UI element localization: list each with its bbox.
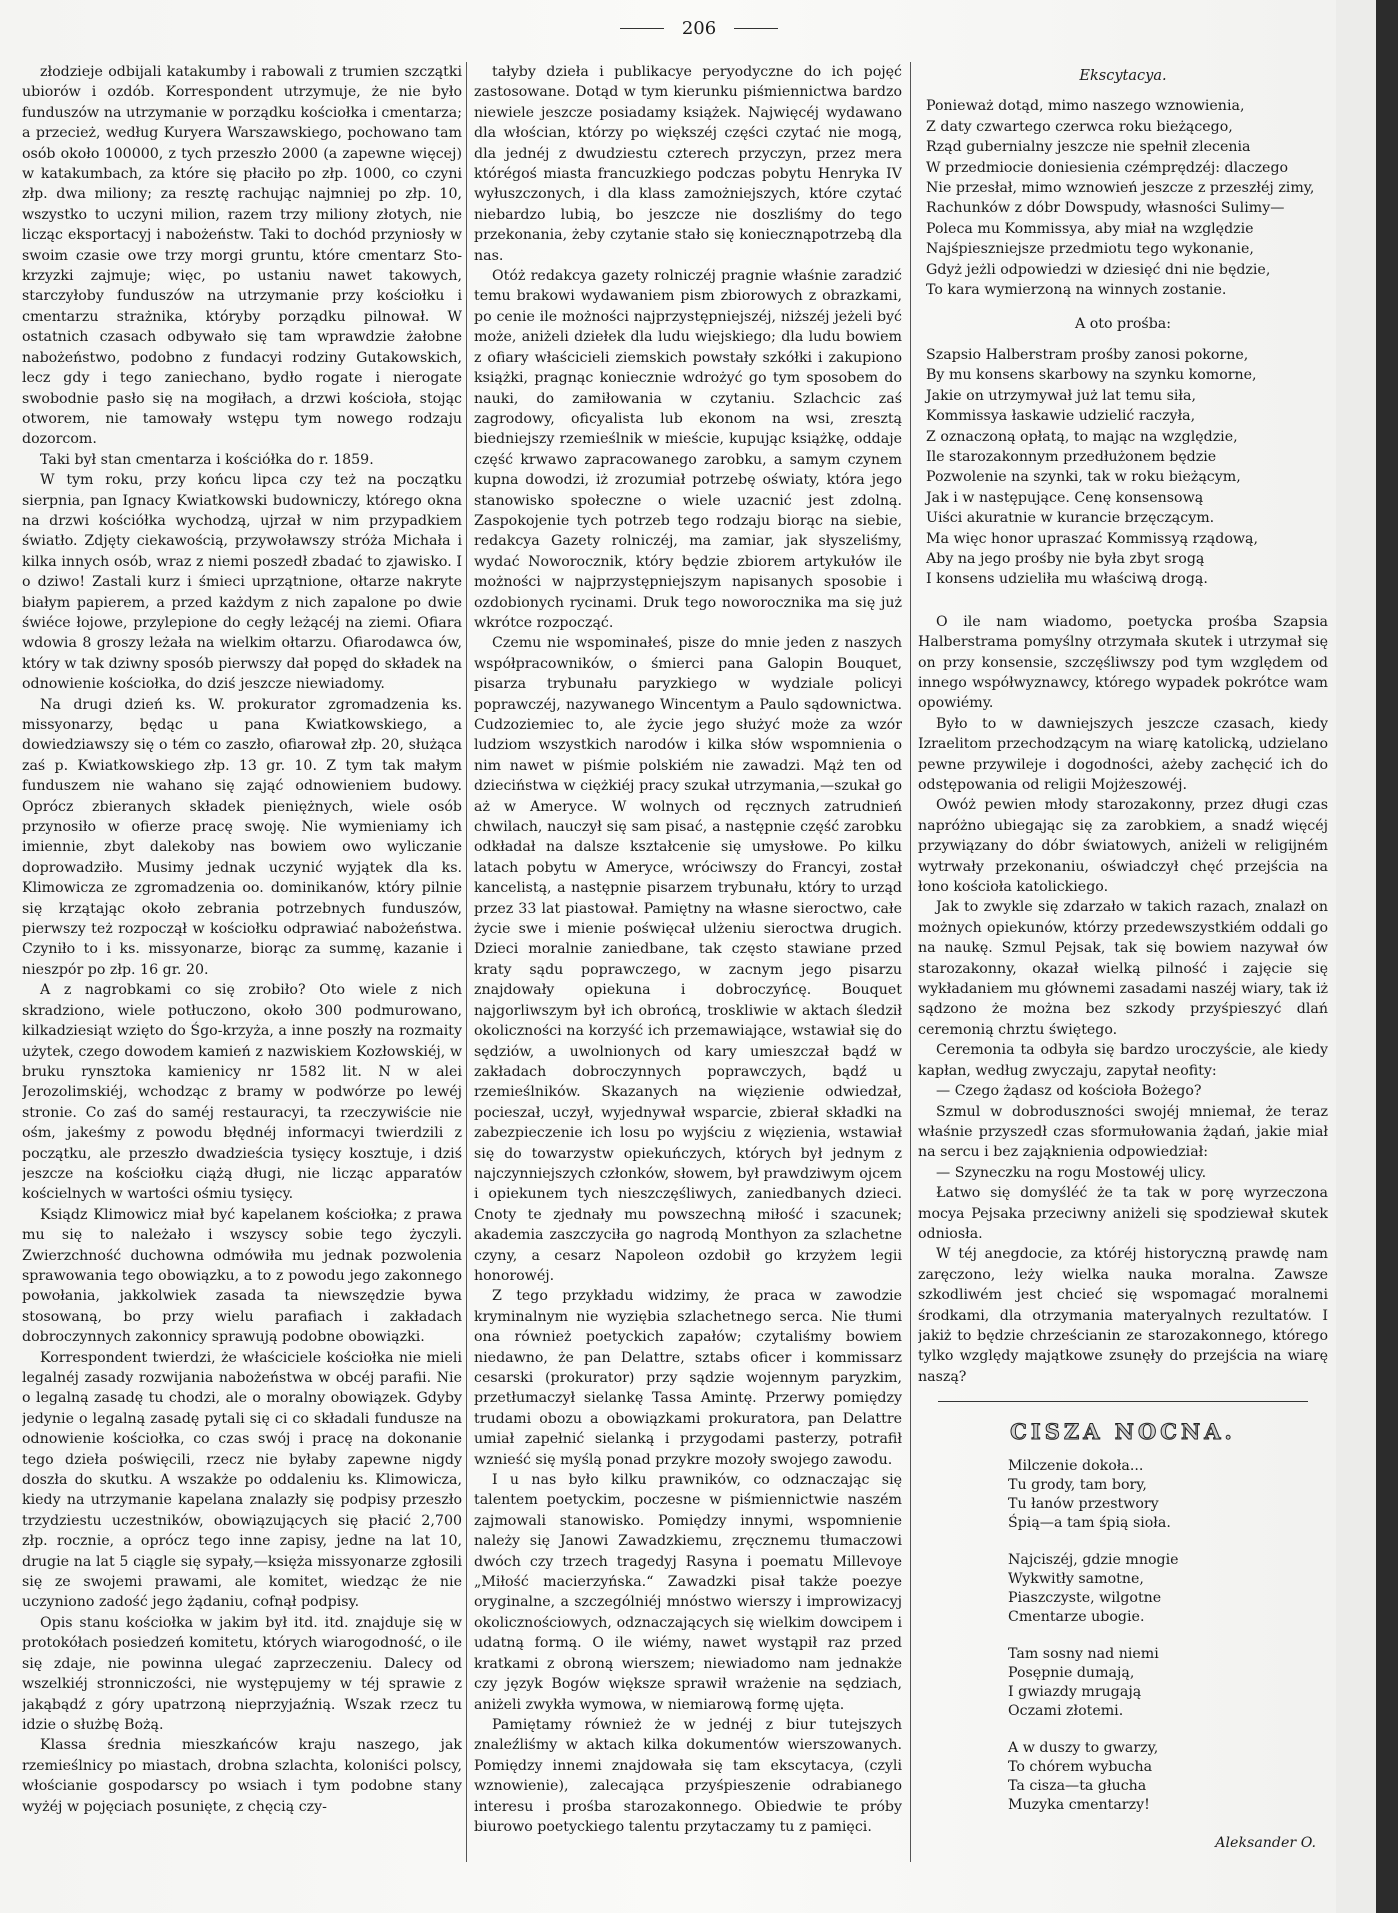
col1-paragraph: Klassa średnia mieszkańców kraju naszego, jak rzemieślnicy po miastach, drobna szlachta, koloniści polscy, włościanie gospodarscy po wsiach i tym podobne stany wyżéj w pojęciach posunięte, z chęcią czy-	[22, 1737, 462, 1815]
section-rule	[938, 1401, 1308, 1402]
excitation-verse	[918, 96, 1328, 300]
excitation-title: Ekscytacya.	[1079, 68, 1167, 84]
col1-paragraph: Taki był stan cmentarza i kościółka do r. 1859.	[40, 451, 374, 468]
verse-line: Rząd gubernialny jeszcze nie spełnił zlecenia	[926, 139, 1251, 156]
poem-line: Cmentarze ubogie.	[1008, 1608, 1145, 1625]
col3-paragraph: — Czego żądasz od kościoła Bożego?	[936, 1083, 1202, 1100]
col2-paragraph: Otóż redakcya gazety rolniczéj pragnie właśnie zaradzić temu brakowi wydawaniem pism zbiorowych z obrazkami, po cenie ile możności najprzystępniejszéj, niższéj jeżeli być może, aniżeli dziełek dla ludu wiejskiego; dla ludu bowiem z ofiary właścicieli ziemskich powstały szkółki i zakupiono książki, pragnąc koniecznie wdrożyć go tym sposobem do nauki, do zamiłowania w czytaniu. Szlachcic zaś zagrodowy, oficyalista lub ekonom na wsi, zresztą biedniejszy rzemieślnik w mieście, kupując książkę, oddaje część krwawo zapracowanego zarobku, a samym czynem kupna dowodzi, iż zrozumiał potrzebę oświaty, która jego stanowisko społeczne o wiele uzacnić jest zdolną. Zaspokojenie tych potrzeb tego rodzaju biorąc na siebie, redakcya Gazety rolniczéj, ma zamiar, jak słyszeliśmy, wydać Noworocznik, który będzie zbiorem artykułów ile możności w najprzystępniejszym napisanych sposobie i ozdobionych rycinami. Druk tego noworocznika ma się już wkrótce rozpocząć.	[474, 268, 902, 631]
column-1	[22, 62, 462, 1862]
verse-line: Aby na jego prośby nie była zbyt srogą	[926, 550, 1205, 567]
poem-line: Śpią—a tam śpią sioła.	[1008, 1514, 1171, 1531]
col1-paragraph: Na drugi dzień ks. W. prokurator zgromadzenia ks. missyonarzy, będąc u pana Kwiatkowskiego, a dowiedziawszy się o tém co zaszło, ofiarował złp. 20, służąca zaś p. Kwiatkowskiego złp. 13 gr. 10. Z tym tak małym funduszem nie wahano się zająć odnowieniem budowy. Oprócz zbieranych składek pieniężnych, wiele osób przynosiło w ofierze pracę swoję. Nie wymieniamy ich imiennie, zbyt dalekoby nas bowiem owo wyliczanie doprowadziło. Musimy jednak uczynić wyjątek dla ks. Klimowicza ze zgromadzenia oo. dominikanów, który pilnie się krzątając około zebrania potrzebnych funduszów, pierwszy też rozpoczął w kościołku odprawiać nabożeństwa. Czyniło to i ks. missyonarze, biorąc za summę, kazanie i nieszpór po złp. 16 gr. 20.	[22, 696, 462, 978]
verse-line: To kara wymierzoną na winnych zostanie.	[926, 282, 1227, 299]
poem-line: I gwiazdy mrugają	[1008, 1683, 1142, 1700]
verse-line: W przedmiocie doniesienia czémprędzéj: dlaczego	[926, 159, 1289, 176]
verse-line: Szapsio Halberstram prośby zanosi pokorne,	[926, 346, 1249, 363]
column-divider	[466, 62, 467, 1862]
col3-paragraph: W téj anegdocie, za któréj historyczną prawdę nam zaręczono, leży wielka nauka moralna. Zawsze szkodliwém jest chcieć się wspomagać moralnemi środkami, dla otrzymania materyalnych rezultatów. I jakiż to będzie chrześcianin ze starozakonnego, którego tylko względy majątkowe zsunęły do przejścia na wiarę naszą?	[918, 1246, 1328, 1385]
page-edge	[1376, 0, 1398, 1913]
col2-paragraph: Pamiętamy również że w jednéj z biur tutejszych znaleźliśmy w aktach kilka dokumentów wierszowanych. Pomiędzy innemi znajdowała się tam ekscytacya, (czyli wznowienie), zalecająca przyśpieszenie odrabianego interesu i prośba starozakonnego. Obiedwie te próby biurowo poetyckiego talentu przytaczamy tu z pamięci.	[474, 1716, 902, 1835]
poem-title: CISZA NOCNA.	[1010, 1419, 1236, 1445]
col2-paragraph: tałyby dzieła i publikacye peryodyczne do ich pojęć zastosowane. Dotąd w tym kierunku piśmiennictwa bardzo niewiele jeszcze posiadamy książek. Najwięcéj wydawano dla włościan, którzy po większéj części czytać nie mogą, dla jednéj z dwudziestu czterech przyczyn, przez mera którégoś miasta francuzkiego podczas pobytu Henryka IV wyłuszczonych, i dla klass zamożniejszych, które czytać niebardzo lubią, bo jeszcze nie doszliśmy do tego przekonania, żeby czytanie stało się koniecznąpotrzebą dla nas.	[474, 64, 902, 264]
page-number: 206	[681, 18, 717, 39]
column-3	[918, 62, 1328, 1862]
col1-paragraph: Ksiądz Klimowicz miał być kapelanem kościołka; z prawa mu się to należało i wszyscy sobie tego życzyli. Zwierzchność duchowna odmówiła mu jednak pozwolenia sprawowania tego obowiązku, a to z powodu jego zakonnego powołania, jakkolwiek zasada ta niewszędzie bywa stosowaną, bo przy wielu parafiach i zakładach dobroczynnych zakonnicy sprawują podobne obowiązki.	[22, 1206, 462, 1346]
col2-paragraph: I u nas było kilku prawników, co odznaczając się talentem poetyckim, poczesne w piśmiennictwie naszém zajmowali stanowisko. Pomiędzy innymi, wspomnienie należy się Janowi Zawadzkiemu, zręcznemu tłumaczowi dwóch czy trzech tragedyj Rasyna i poematu Millevoye „Miłość macierzyńska.“ Zawadzki pisał także poezye oryginalne, a szczególniéj mnóstwo wierszy i improwizacyj okolicznościowych, odznaczających się wielkim dowcipem i udatną formą. O ile wiémy, nawet wystąpił raz przed kratkami z obroną wierszem; niewiadomo nam jednakże czy język Bogów większe sprawił wrażenie na sędziach, aniżeli zwykła wymowa, w niemiarową formę ujęta.	[474, 1472, 902, 1713]
header-rule-right	[734, 28, 778, 29]
adjacent-page-strip	[1336, 0, 1376, 1913]
request-verse	[918, 345, 1328, 590]
poem-stanza	[918, 1645, 1328, 1721]
col3-paragraph: — Szyneczku na rogu Mostowéj ulicy.	[936, 1164, 1207, 1181]
col3-paragraph: Owóż pewien młody starozakonny, przez długi czas napróżno ubiegając się za zarobkiem, a snadź więcéj przywiązany do dóbr światowych, aniżeli w religijném wytrwały przekonaniu, oświadczył chęć przejścia na łono kościoła katolickiego.	[918, 797, 1328, 896]
poem-line: Wykwitły samotne,	[1008, 1570, 1144, 1587]
verse-line: I konsens udzieliła mu właściwą drogą.	[926, 571, 1208, 588]
poem-line: Tam sosny nad niemi	[1008, 1645, 1159, 1662]
verse-line: Jak i w następujące. Cenę konsensową	[926, 489, 1204, 506]
poem-line: Ta cisza—ta głucha	[1008, 1777, 1147, 1794]
verse-line: Ma więc honor upraszać Kommissyą rządową,	[926, 530, 1259, 547]
verse-line: Najśpieszniejsze przedmiotu tego wykonanie,	[926, 241, 1254, 258]
col1-paragraph: Opis stanu kościołka w jakim był itd. itd. znajduje się w protokółach posiedzeń komitetu, których wiarogodność, o ile się zdaje, nie powinna ulegać zaprzeczeniu. Dalecy od wszelkiéj stronniczości, nie występujemy w téj sprawie z jakąbądź z góry upatrzoną nieprzyjaźnią. Wszak rzecz tu idzie o służbę Bożą.	[22, 1614, 462, 1733]
verse-line: Jakie on utrzymywał już lat temu siła,	[926, 387, 1196, 404]
poem-stanza	[918, 1739, 1328, 1815]
col3-paragraph: Jak to zwykle się zdarzało w takich razach, znalazł on możnych opiekunów, którzy przedewszystkiém oddali go na naukę. Szmul Pejsak, tak się bowiem nazywał ów starozakonny, okazał wielką pilność i zajęcie się wykładaniem mu głównemi zasadami naszéj wiary, tak iż sądzono że można bez szkody przyśpieszyć dlań ceremonią chrztu świętego.	[918, 899, 1328, 1038]
anecdote-prose	[918, 612, 1328, 1387]
col3-paragraph: O ile nam wiadomo, poetycka prośba Szapsia Halberstrama pomyślny otrzymała skutek i utrzymał się on przy konsensie, szczęśliwszy pod tym względem od innego współwyznawcy, którego wypadek pokrótce wam opowiémy.	[918, 613, 1328, 712]
col3-paragraph: Było to w dawniejszych jeszcze czasach, kiedy Izraelitom przechodzącym na wiarę katolicką, udzielano pewne przywileje i dogodności, ażeby zachęcić ich do odstępowania od religii Mojżeszowéj.	[918, 715, 1328, 793]
column-divider	[910, 62, 911, 1862]
header-rule-left	[620, 28, 664, 29]
col1-paragraph: Korrespondent twierdzi, że właściciele kościołka nie mieli legalnéj zasady rozwijania nabożeństwa w obcéj parafii. Nie o legalną zasadę tu chodzi, ale o moralny obowiązek. Gdyby jedynie o legalną zasadę pytali się ci co składali fundusze na odnowienie kościołka, co czas swój i pracę na dokonanie tego dzieła poświęcili, rzecz nie byłaby zapewne nigdy doszła do skutku. A wszakże po oddaleniu ks. Klimowicza, kiedy na utrzymanie kapelana znalazły się podpisy przeszło trzydziestu uczestników, obowiązujących się płacić 2,700 złp. rocznie, a oprócz tego inne zapisy, jedne na lat 10, drugie na lat 5 ciągle się sypały,—księża missyonarze zgłosili się ze swojemi prawami, ale komitet, wiedząc że nie uczyniono zadość jego żądaniu, cofnął podpisy.	[22, 1349, 462, 1611]
verse-line: Kommissya łaskawie udzielić raczyła,	[926, 408, 1196, 425]
column-2	[474, 62, 902, 1862]
poem-line: Milczenie dokoła...	[1008, 1457, 1144, 1474]
verse-line: Poleca mu Kommissya, aby miał na względzie	[926, 220, 1254, 237]
col3-paragraph: Szmul w dobroduszności swojéj mniemał, że teraz właśnie przyszedł czas sformułowania żądań, jakie miał na sercu i bez zająknienia odpowiedział:	[918, 1103, 1328, 1161]
poem-line: A w duszy to gwarzy,	[1008, 1739, 1159, 1756]
poem-stanza	[918, 1551, 1328, 1627]
col1-paragraph: W tym roku, przy końcu lipca czy też na początku sierpnia, pan Ignacy Kwiatkowski budowniczy, którego okna na drzwi kościółka wychodzą, ujrzał w nim przypadkiem światło. Zdjęty ciekawością, przywoławszy stróża Michała i kilka innych osób, wraz z niemi poszedł zbadać to zjawisko. I o dziwo! Zastali kurz i śmieci uprzątnione, ołtarze nakryte białym papierem, a przed każdym z nich zapalone po dwie świéce łojowe, przylepione do cegły leżącéj na ziemi. Ofiara wdowia 8 groszy leżała na wielkim ołtarzu. Ofiarodawca ów, który w tak dziwny sposób pierwszy dał popęd do składek na odnowienie kościołka, do dziś jeszcze niewiadomy.	[22, 472, 462, 693]
verse-line: Nie przesłał, mimo wznowień jeszcze z przeszłéj zimy,	[926, 180, 1315, 197]
col2-paragraph: Czemu nie wspominałeś, pisze do mnie jeden z naszych współpracowników, o śmierci pana Galopin Bouquet, pisarza trybunału paryzkiego w wydziale policyi poprawczéj, nazywanego Wincentym a Paulo sądownictwa. Cudzoziemiec to, ale życie jego służyć może za wzór ludziom wszystkich narodów i kilka słów wspomnienia o nim nawet w piśmie polskiém nie zawadzi. Mąż ten od dzieciństwa w ciężkiéj pracy szukał utrzymania,—szukał go aż w Ameryce. W wolnych od ręcznych zatrudnień chwilach, nauczył się sam pisać, a następnie część zarobku odkładał na dalsze kształcenie się umysłowe. Po kilku latach pobytu w Ameryce, wróciwszy do Francyi, został kancelistą, a następnie pisarzem trybunału, który to urząd przez 33 lat piastował. Pamiętny na własne sieroctwo, całe życie swe i mienie poświęcał ulżeniu sieroctwa drugich. Dzieci moralnie zaniedbane, tak często stawiane przed kraty sądu poprawczego, w zacnym jego pisarzu znajdowały opiekuna i dobroczyńcę. Bouquet najgorliwszym był ich obrońcą, troskliwie w aktach śledził okoliczności na korzyść ich przemawiające, wstawiał się do sędziów, a uwolnionych od kary umieszczał bądź w zakładach dobroczynnych poprawczych, bądź u rzemieślników. Skazanych na więzienie odwiedzał, pocieszał, uczył, wyjednywał wsparcie, zbierał składki na zabezpieczenie ich losu po wyjściu z więzienia, wstawiał się do towarzystw opiekuńczych, których był jednym z najczynniejszych członków, słowem, był prawdziwym ojcem i opiekunem tych nieszczęśliwych, zaniedbanych dzieci. Cnoty te zjednały mu powszechną miłość i szacunek; akademia zaszczyciła go nagrodą Monthyon za szlachetne czyny, a cesarz Napoleon ozdobił go krzyżem legii honorowéj.	[474, 635, 902, 1284]
verse-line: Pozwolenie na szynki, tak w roku bieżącym,	[926, 469, 1241, 486]
poem-stanza	[918, 1457, 1328, 1533]
verse-line: Z daty czwartego czerwca roku bieżącego,	[926, 118, 1233, 135]
poem-author: Aleksander O.	[1215, 1834, 1316, 1851]
poem-line: To chórem wybucha	[1008, 1758, 1153, 1775]
verse-line: Ponieważ dotąd, mimo naszego wznowienia,	[926, 98, 1245, 115]
verse-line: Gdyż jeżli odpowiedzi w dziesięć dni nie będzie,	[926, 261, 1271, 278]
verse-line: By mu konsens skarbowy na szynku komorne,	[926, 367, 1257, 384]
poem-line: Tu grody, tam bory,	[1008, 1476, 1147, 1493]
verse-line: Rachunków z dóbr Dowspudy, własności Sulimy—	[926, 200, 1285, 217]
col3-paragraph: Łatwo się domyśléć że ta tak w porę wyrzeczona mocya Pejsaka przeciwny aniżeli się spodziewał skutek odniosła.	[918, 1185, 1328, 1242]
poem-line: Piaszczyste, wilgotne	[1008, 1589, 1162, 1606]
page-header	[0, 18, 1398, 39]
verse-line: Z oznaczoną opłatą, to mając na względzie,	[926, 428, 1238, 445]
col1-paragraph: A z nagrobkami co się zrobiło? Oto wiele z nich skradziono, wiele potłuczono, około 300 podmurowano, kilkadziesiąt wzięto do Śgo-krzyża, a inne poszły na rozmaity użytek, czego dowodem kamień z nazwiskiem Kozłowskiéj, w bruku rynsztoka kamienicy nr 1582 lit. N w alei Jerozolimskiéj, wchodząc z bramy w podwórze po lewéj stronie. Co zaś do saméj restauracyi, ta rzeczywiście nie ośm, jakeśmy z powodu błędnéj informacyi twierdzili z początku, ale przeszło dwadzieścia tysięcy kosztuje, i dziś jeszcze na kościołku ciążą długi, nie licząc apparatów kościelnych w wartości ośmiu tysięcy.	[22, 982, 462, 1203]
col3-paragraph: Ceremonia ta odbyła się bardzo uroczyście, ale kiedy kapłan, według zwyczaju, zapytał neofity:	[918, 1042, 1328, 1079]
poem-line: Najciszéj, gdzie mnogie	[1008, 1551, 1179, 1568]
verse-line: Uiści akuratnie w kurancie brzęczącym.	[926, 510, 1215, 527]
col2-paragraph: Z tego przykładu widzimy, że praca w zawodzie kryminalnym nie wyziębia szlachetnego serca. Nie tłumi ona również poetyckich zapałów; czytaliśmy bowiem niedawno, że pan Delattre, sztabs oficer i kommissarz cesarski (prokurator) przy sądzie wojennym paryzkim, przetłumaczył sielankę Tassa Amintę. Przerwy pomiędzy trudami obozu a obowiązkami prokuratora, pan Delattre umiał zapełnić sielanką i przygodami pasterzy, potrafił wznieść się myślą ponad przykre mozoły swojego zawodu.	[474, 1288, 902, 1468]
request-intro: A oto prośba:	[1074, 316, 1172, 333]
poem-line: Muzyka cmentarzy!	[1008, 1796, 1150, 1813]
poem-line: Tu łanów przestwory	[1008, 1495, 1159, 1512]
verse-line: Ile starozakonnym przedłużonem będzie	[926, 448, 1217, 465]
poem-line: Oczami złotemi.	[1008, 1702, 1124, 1719]
poem-line: Posępnie dumają,	[1008, 1664, 1135, 1681]
col1-paragraph: złodzieje odbijali katakumby i rabowali z trumien szczątki ubiorów i ozdób. Korrespondent utrzymuje, że nie było funduszów na utrzymanie w porządku kościołka i cmentarza; a przecież, według Kuryera Warszawskiego, pochowano tam osób około 100000, z tych przeszło 2000 (a zapewne więcej) w katakumbach, za które się płaciło po złp. 1000, co czyni złp. dwa miliony; za resztę rachując najmniej po złp. 10, wszystko to uczyni milion, razem trzy miliony złotych, nie licząc eksportacyj i nabożeństw. Taki to dochód przyniosły w swoim czasie owe trzy morgi gruntu, które cmentarz Sto-krzyzki zajmuje; więc, po ustaniu nawet takowych, starczyłoby funduszów na utrzymanie przy kościołku i cmentarzu strażnika, któryby porządku pilnował. W ostatnich czasach odbywało się tam wprawdzie żałobne nabożeństwo, podobno z fundacyi rodziny Gutakowskich, lecz gdy i tego zaniechano, bydło rogate i nierogate swobodnie pasło się na mogiłach, a drzwi kościoła, stojąc otworem, nie tamowały wstępu tym nowego rodzaju dozorcom.	[22, 64, 462, 448]
